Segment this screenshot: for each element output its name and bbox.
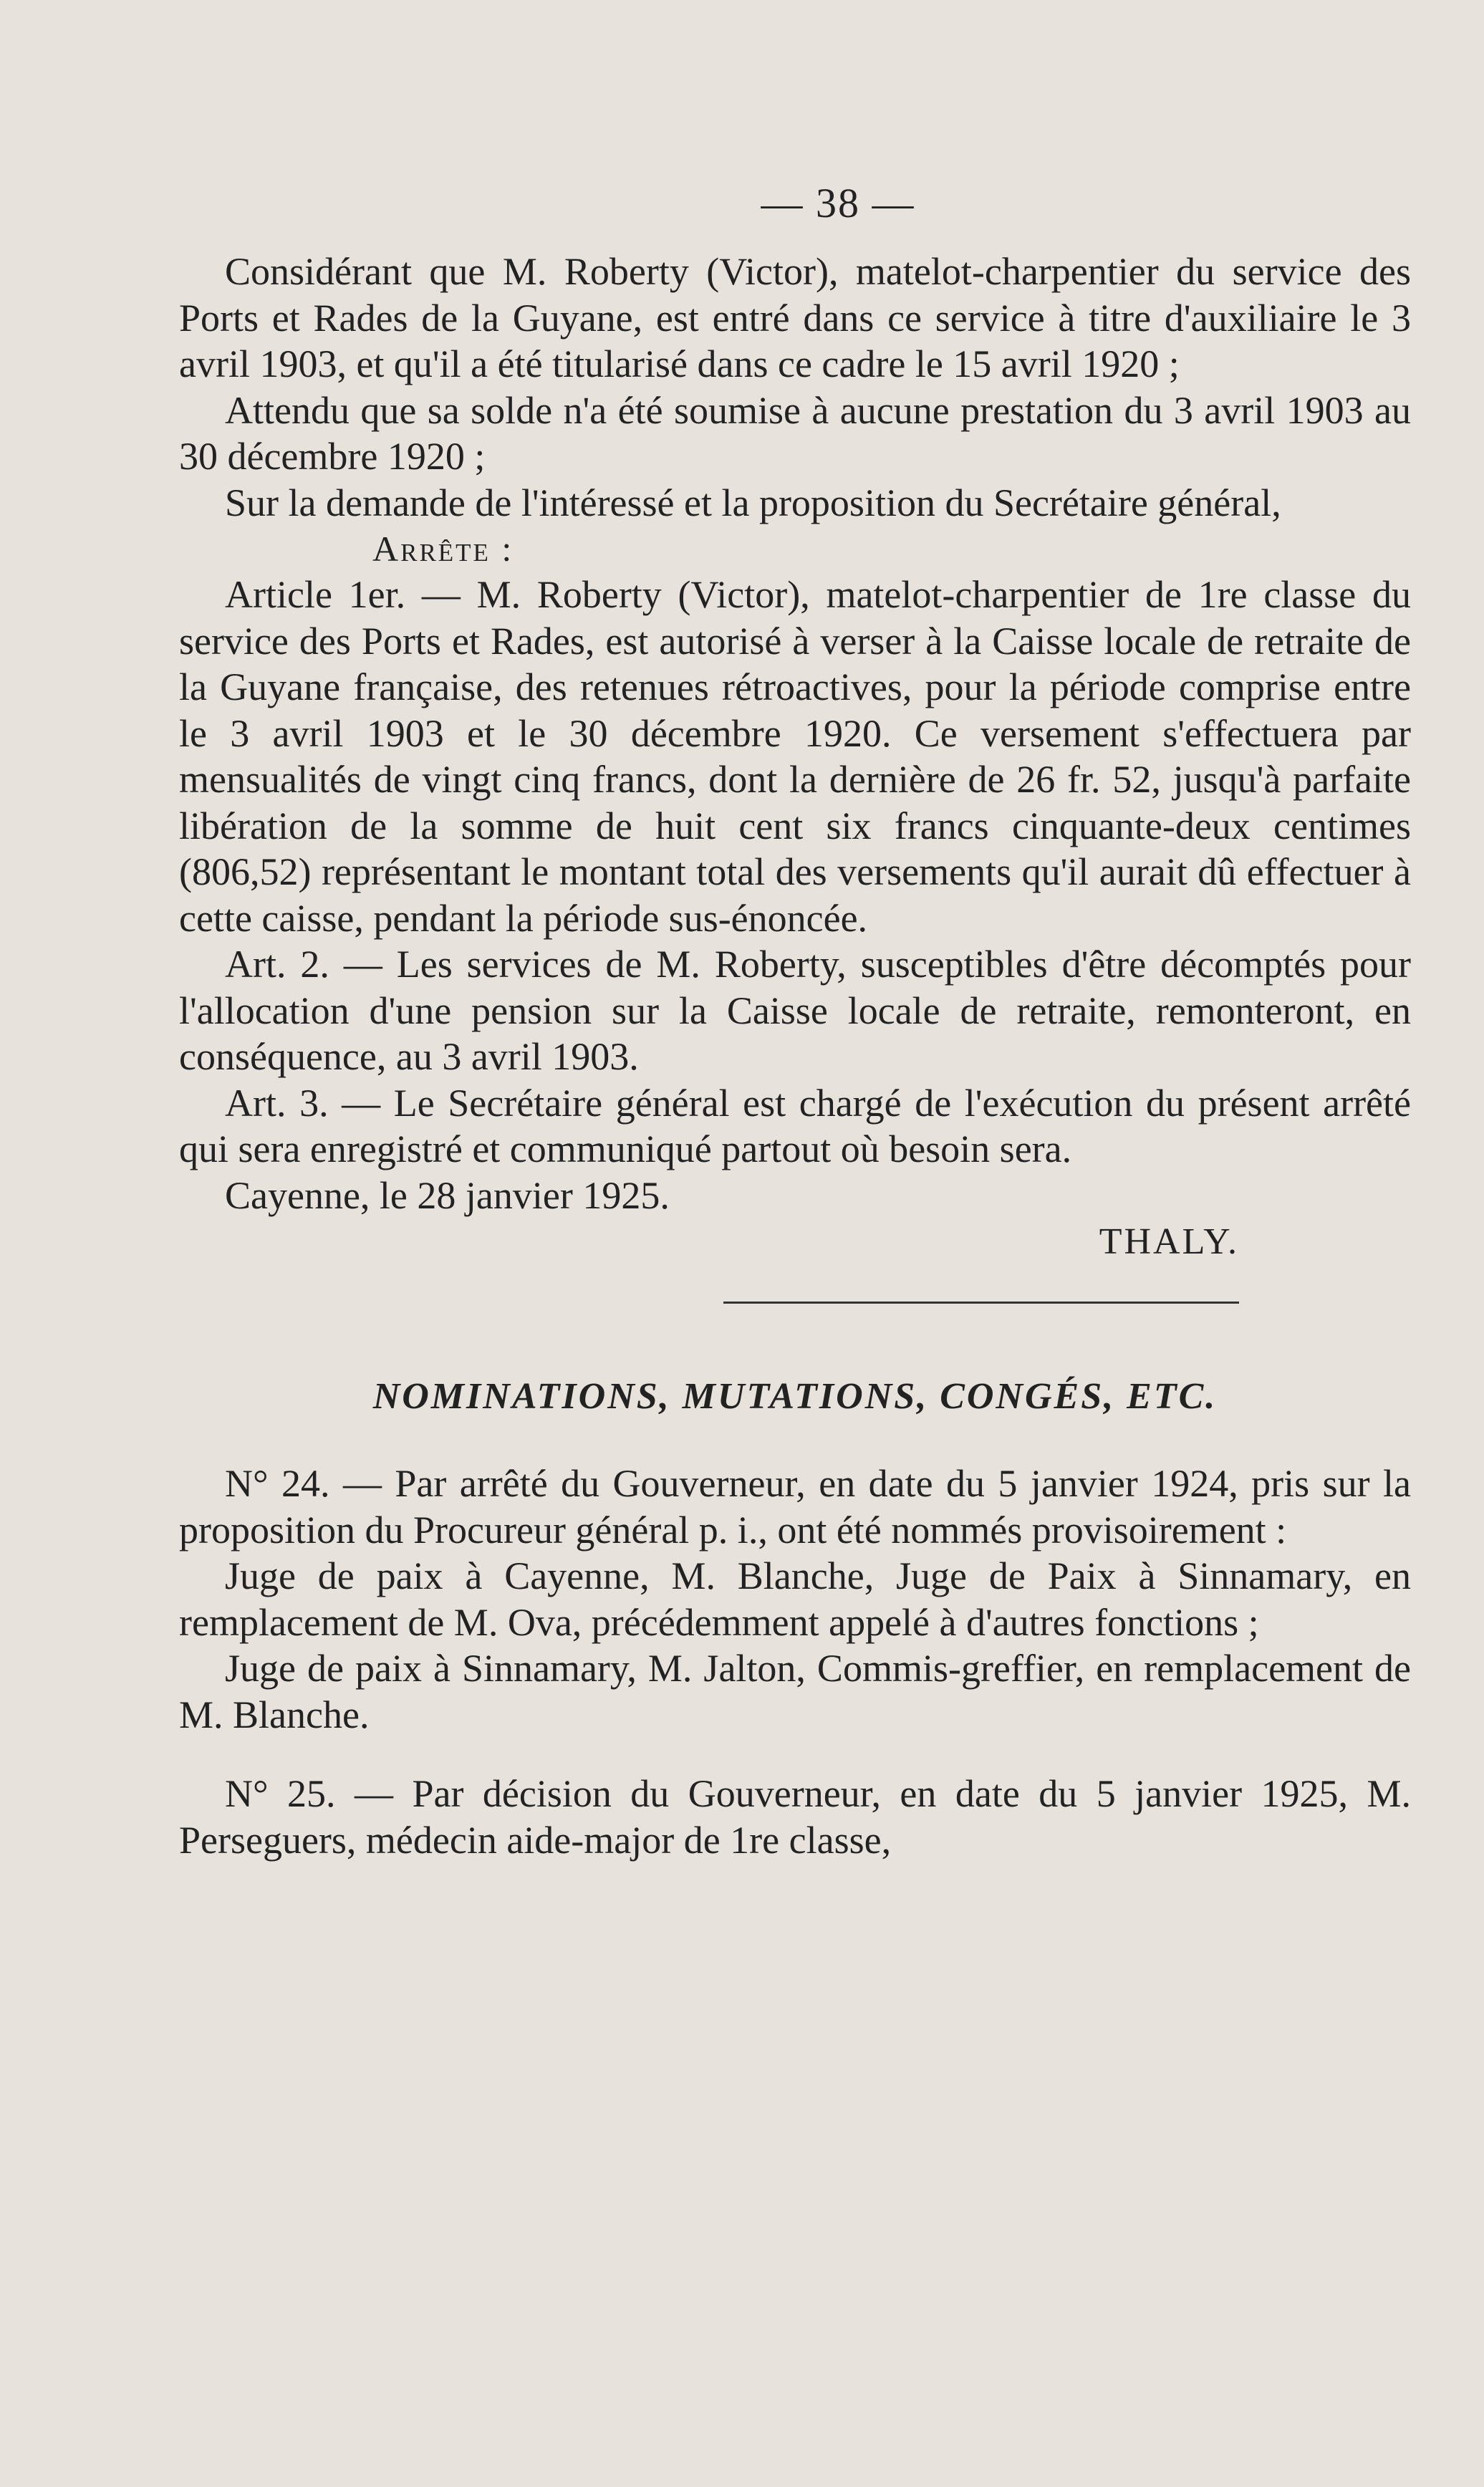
article-3: Art. 3. — Le Secrétaire général est chargé de l'exécution du présent arrêté qui sera enregistré et communiqué partout où besoin sera. xyxy=(179,1081,1411,1170)
page-number: — 38 — xyxy=(761,180,915,226)
place-date: Cayenne, le 28 janvier 1925. xyxy=(225,1173,670,1217)
article-1: Article 1er. — M. Roberty (Victor), matelot-charpentier de 1re classe du service des Ports et Rades, est autorisé à verser à la Caisse locale de retraite de la Guyane française, des retenues rétroactives, pour la période comprise entre le 3 avril 1903 et le 30 décembre 1920. Ce versement s'effectuera par mensualités de vingt cinq francs, dont la dernière de 26 fr. 52, jusqu'à parfaite libération de la somme de huit cent six francs cinquante-deux centimes (806,52) représentant le montant total des versements qu'il aurait dû effectuer à cette caisse, pendant la période sus-énoncée. xyxy=(179,573,1411,940)
section-heading: NOMINATIONS, MUTATIONS, CONGÉS, ETC. xyxy=(372,1376,1218,1417)
demande-paragraph: Sur la demande de l'intéressé et la proposition du Secrétaire général, xyxy=(225,481,1281,524)
spacer xyxy=(179,1738,1411,1771)
article-2: Art. 2. — Les services de M. Roberty, susceptibles d'être décomptés pour l'allocation d'une pension sur la Caisse locale de retraite, remonteront, en conséquence, au 3 avril 1903. xyxy=(179,943,1411,1078)
decision-24: N° 24. — Par arrêté du Gouverneur, en date du 5 janvier 1924, pris sur la proposition du Procureur général p. i., ont été nommés provisoirement : xyxy=(179,1462,1411,1552)
document-page xyxy=(179,179,1411,1863)
attendu-paragraph: Attendu que sa solde n'a été soumise à aucune prestation du 3 avril 1903 au 30 décembre 1920 ; xyxy=(179,388,1411,478)
decision-24-item-b: Juge de paix à Sinnamary, M. Jalton, Commis-greffier, en remplacement de M. Blanche. xyxy=(179,1647,1411,1736)
section-divider xyxy=(723,1302,1239,1304)
considerant-paragraph: Considérant que M. Roberty (Victor), matelot-charpentier du service des Ports et Rades de la Guyane, est entré dans ce service à titre d'auxiliaire le 3 avril 1903, et qu'il a été titularisé dans ce cadre le 15 avril 1920 ; xyxy=(179,250,1411,385)
decision-24-item-a: Juge de paix à Cayenne, M. Blanche, Juge de Paix à Sinnamary, en remplacement de M. Ova, précédemment appelé à d'autres fonctions ; xyxy=(179,1554,1411,1644)
decision-25: N° 25. — Par décision du Gouverneur, en date du 5 janvier 1925, M. Perseguers, médecin aide-major de 1re classe, xyxy=(179,1772,1411,1862)
arrete-heading: Arrête : xyxy=(372,529,514,569)
signature: THALY. xyxy=(1099,1221,1239,1262)
